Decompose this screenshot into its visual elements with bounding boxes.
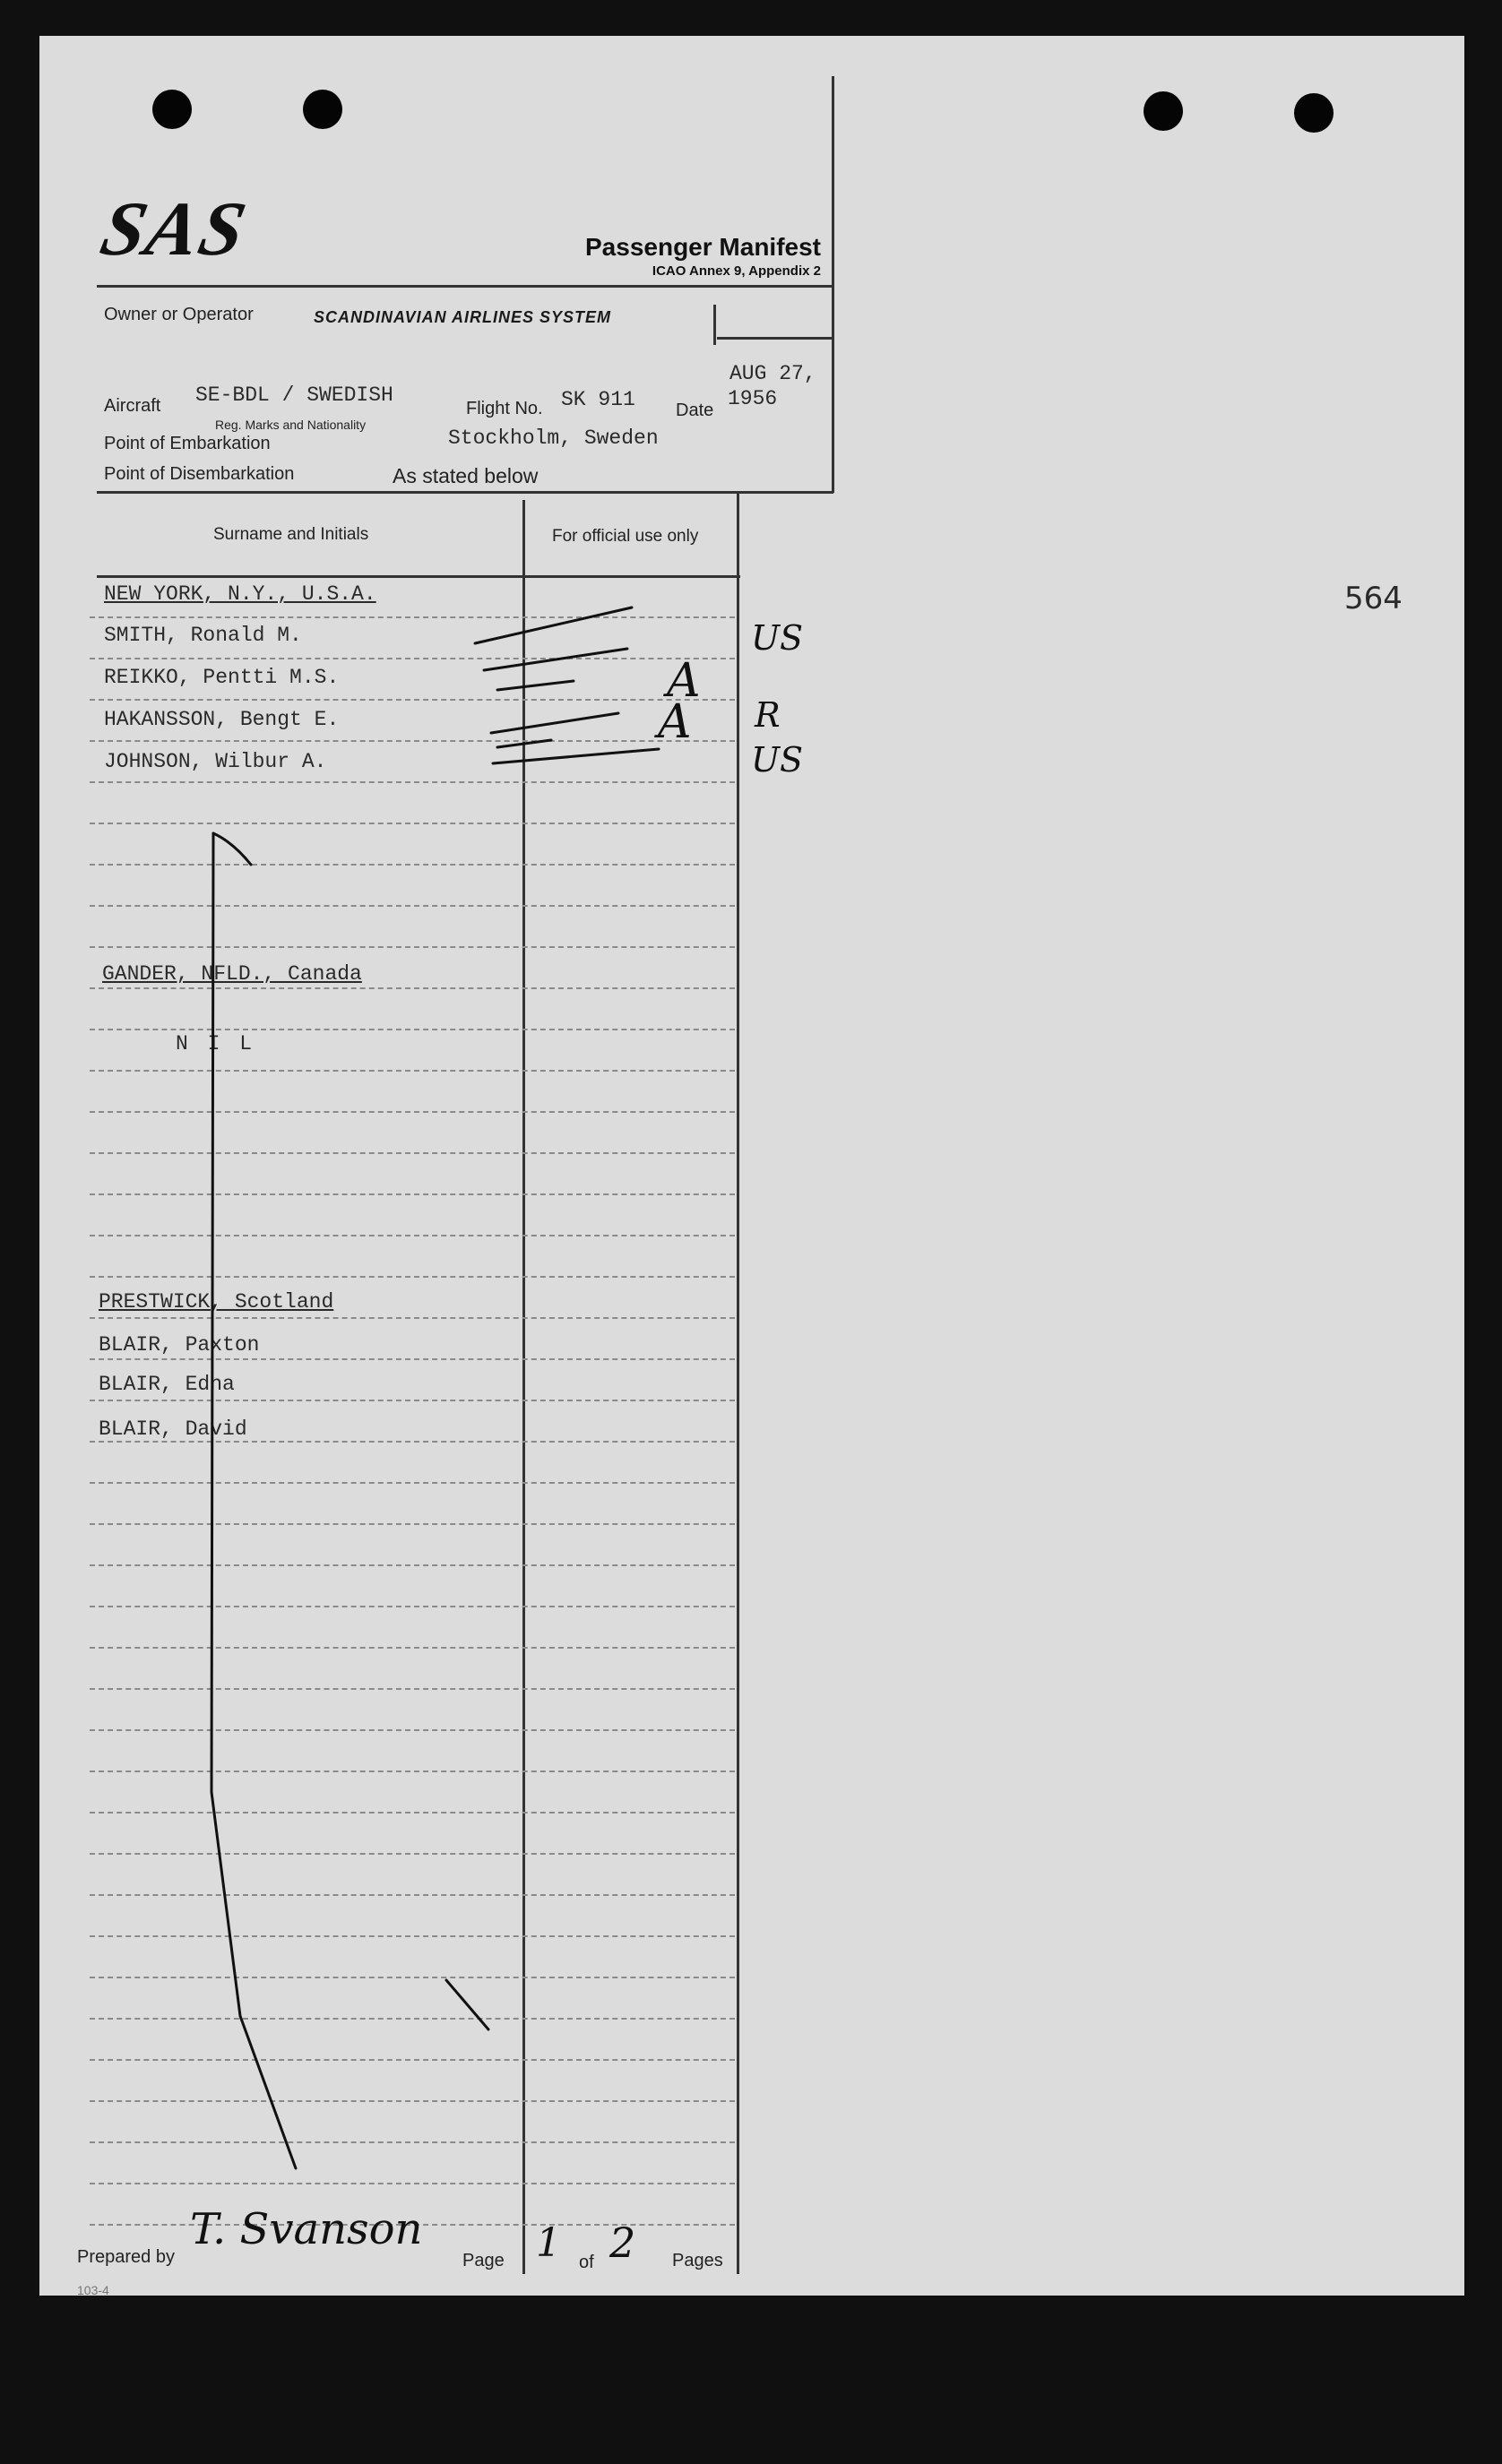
aircraft-label: Aircraft xyxy=(104,396,161,416)
section-heading-new-york: NEW YORK, N.Y., U.S.A. xyxy=(104,582,376,606)
passenger-entry: BLAIR, Paxton xyxy=(99,1333,260,1357)
aircraft-value: SE-BDL / SWEDISH xyxy=(195,383,393,407)
disembarkation-label: Point of Disembarkation xyxy=(104,464,295,484)
side-mark-us: US xyxy=(751,618,804,658)
owner-label: Owner or Operator xyxy=(104,305,254,324)
form-number: 103-4 xyxy=(77,2283,109,2297)
nil-note: N I L xyxy=(176,1032,256,1055)
official-mark: A xyxy=(658,695,692,749)
pages-label: Pages xyxy=(672,2251,723,2270)
total-pages: 2 xyxy=(609,2218,636,2267)
date-value-line1: AUG 27, xyxy=(729,362,816,385)
prepared-by-label: Prepared by xyxy=(77,2247,175,2267)
side-mark-us: US xyxy=(751,740,804,780)
passenger-entry: BLAIR, David xyxy=(99,1417,247,1441)
official-mark: A xyxy=(667,654,701,708)
surname-column-header: Surname and Initials xyxy=(213,525,369,544)
flight-no-value: SK 911 xyxy=(561,388,635,411)
passenger-entry: SMITH, Ronald M. xyxy=(104,624,302,647)
prepared-by-signature: T. Svanson xyxy=(190,2204,423,2254)
manifest-title: Passenger Manifest xyxy=(585,233,821,261)
section-heading-prestwick: PRESTWICK, Scotland xyxy=(99,1290,334,1314)
passenger-entry: JOHNSON, Wilbur A. xyxy=(104,750,327,773)
side-mark-r: R xyxy=(755,695,781,735)
embarkation-label: Point of Embarkation xyxy=(104,434,271,453)
page-label: Page xyxy=(462,2251,505,2270)
page-number: 1 xyxy=(536,2220,561,2266)
sheet-number: 564 xyxy=(1344,581,1403,616)
date-label: Date xyxy=(676,401,714,420)
passenger-entry: BLAIR, Edna xyxy=(99,1373,235,1396)
reg-marks-label: Reg. Marks and Nationality xyxy=(215,418,367,432)
official-column-header: For official use only xyxy=(552,527,699,546)
sas-logo: SAS xyxy=(93,185,255,271)
date-value-line2: 1956 xyxy=(728,387,778,410)
flight-no-label: Flight No. xyxy=(466,399,543,418)
of-label: of xyxy=(579,2253,594,2272)
section-heading-gander: GANDER, NFLD., Canada xyxy=(102,962,362,986)
disembarkation-value: As stated below xyxy=(393,464,539,487)
passenger-entry: REIKKO, Pentti M.S. xyxy=(104,666,340,689)
manifest-subtitle: ICAO Annex 9, Appendix 2 xyxy=(652,263,821,279)
owner-value: SCANDINAVIAN AIRLINES SYSTEM xyxy=(314,308,612,326)
embarkation-value: Stockholm, Sweden xyxy=(448,426,659,450)
passenger-entry: HAKANSSON, Bengt E. xyxy=(104,708,340,731)
